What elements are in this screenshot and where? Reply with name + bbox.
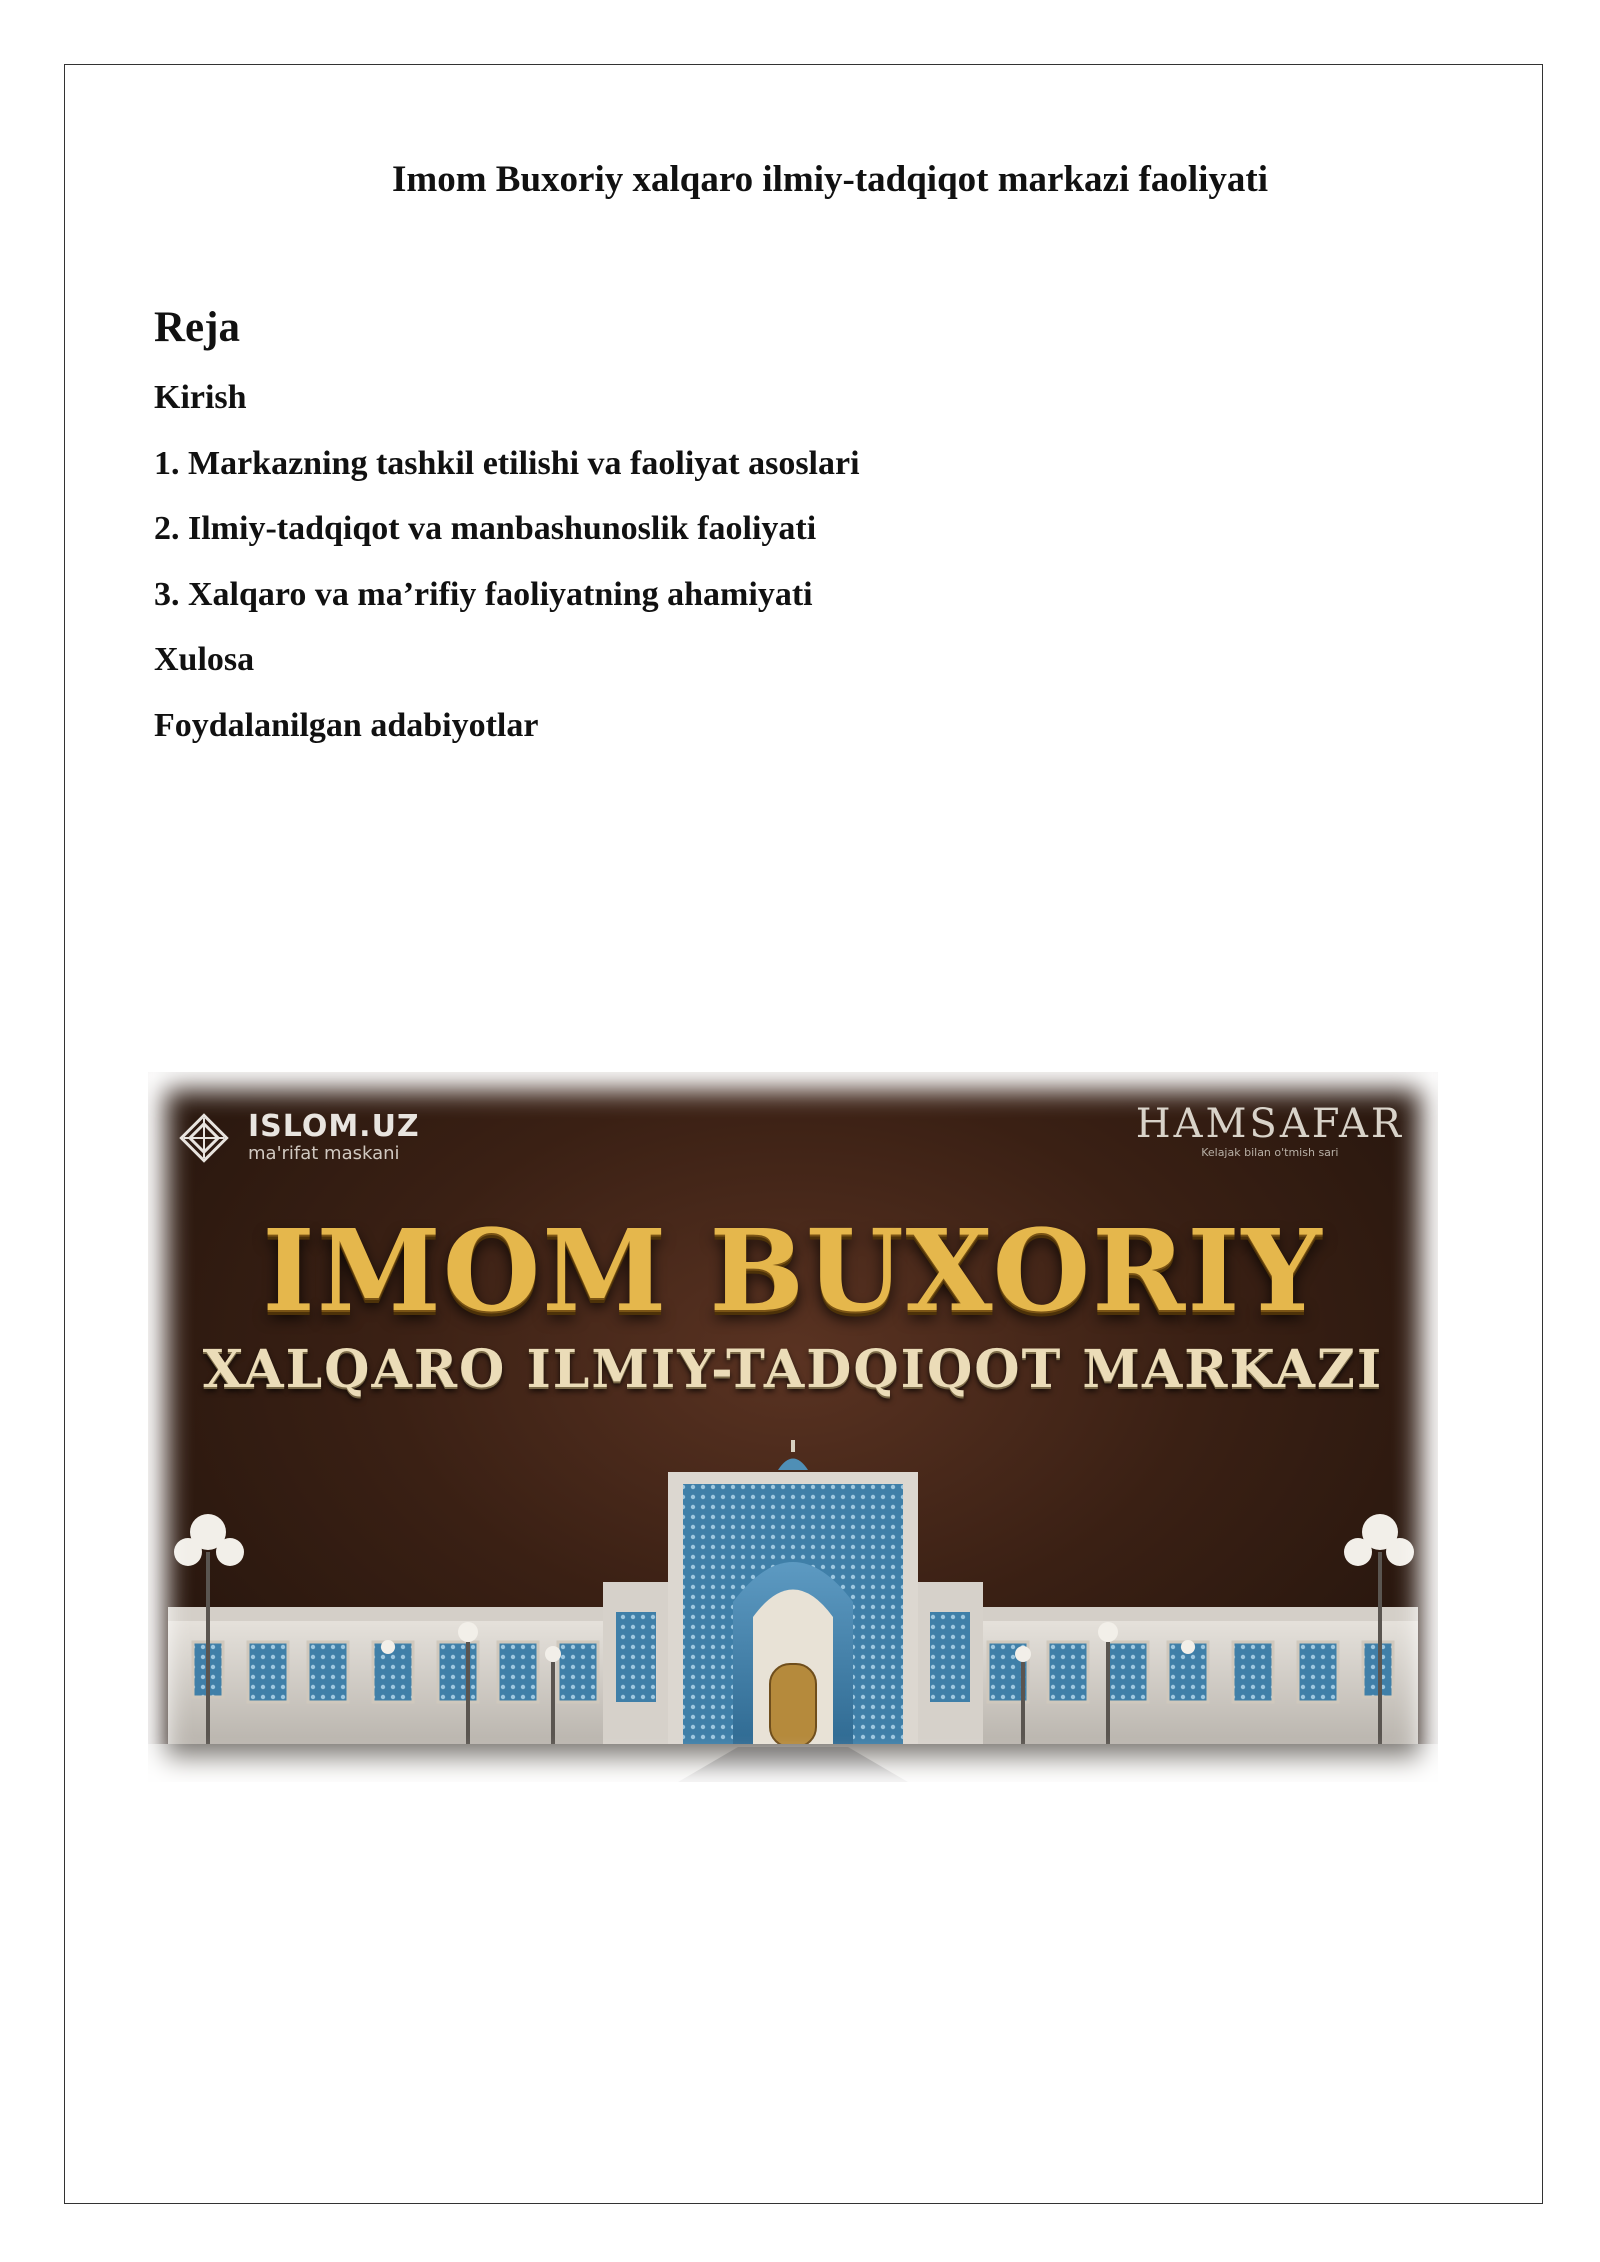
building-illustration [148, 1392, 1438, 1782]
banner-image [148, 1072, 1438, 1782]
banner-canvas [148, 1072, 1438, 1782]
logo-name: ISLOM.UZ [248, 1109, 420, 1144]
hamsafar-name: HAMSAFAR [1135, 1101, 1404, 1147]
plan-heading: Reja [154, 304, 240, 351]
plan-item-3: 3. Xalqaro va ma’rifiy faoliyatning ahamiyati [154, 575, 813, 613]
plan-item-references: Foydalanilgan adabiyotlar [154, 706, 539, 744]
hamsafar-tagline: Kelajak bilan o'tmish sari [1201, 1146, 1339, 1159]
banner-headline: IMOM BUXORIY [262, 1206, 1324, 1337]
logo-tagline: ma'rifat maskani [248, 1143, 400, 1164]
plan-item-2: 2. Ilmiy-tadqiqot va manbashunoslik faoliyati [154, 510, 817, 547]
hamsafar-logo [1136, 1102, 1404, 1159]
plan-list [154, 372, 860, 765]
plan-item-conclusion: Xulosa [154, 641, 255, 678]
document-title: Imom Buxoriy xalqaro ilmiy-tadqiqot markazi faoliyati [391, 159, 1268, 200]
plan-item-intro: Kirish [154, 379, 247, 416]
plan-item-1: 1. Markazning tashkil etilishi va faoliyat asoslari [154, 444, 860, 482]
banner-subheadline: XALQARO ILMIY-TADQIQOT MARKAZI [202, 1339, 1384, 1400]
islom-uz-logo [174, 1108, 420, 1168]
kufic-logo-icon [174, 1108, 234, 1168]
